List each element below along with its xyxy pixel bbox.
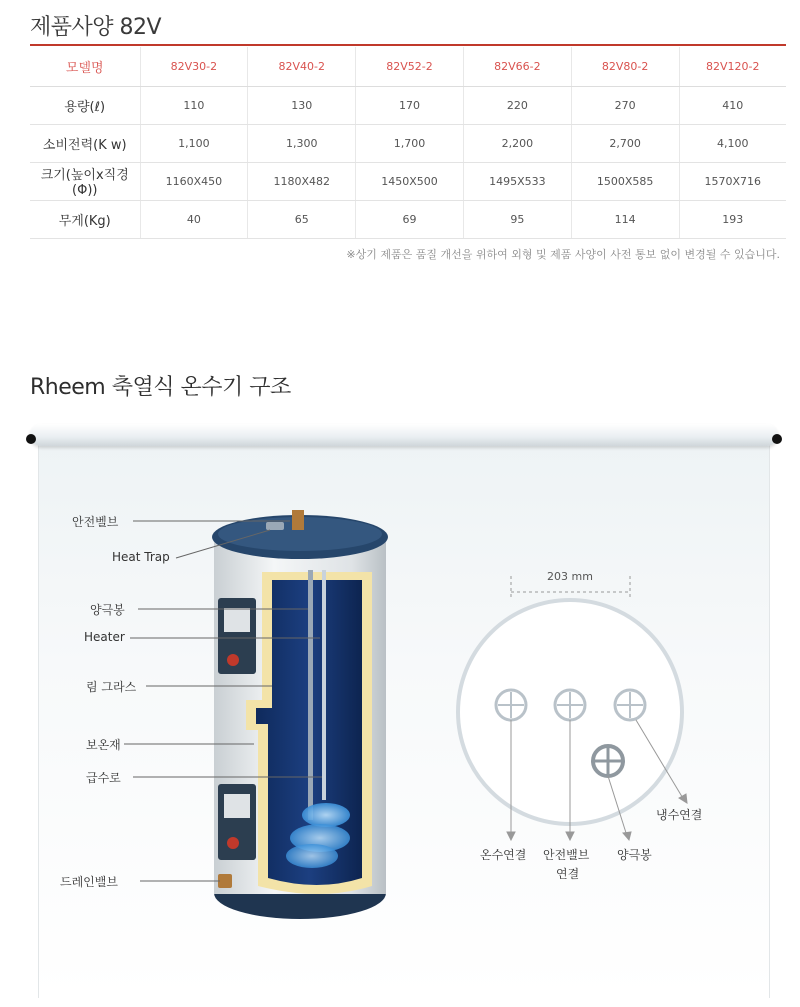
table-cell: 1180X482 bbox=[248, 162, 356, 200]
label-inlet-pipe: 급수로 bbox=[86, 771, 121, 785]
leader-arrow bbox=[507, 832, 515, 840]
label-heat-trap: Heat Trap bbox=[112, 550, 170, 564]
table-cell: 4,100 bbox=[679, 124, 786, 162]
spec-title: 제품사양 82V bbox=[30, 15, 162, 40]
cold-water-port bbox=[615, 690, 645, 720]
model-name: 82V30-2 bbox=[140, 47, 248, 86]
anode-port bbox=[593, 746, 623, 776]
row-label: 용량(ℓ) bbox=[30, 86, 140, 124]
hot-water-port bbox=[496, 690, 526, 720]
row-label: 무게(Kg) bbox=[30, 200, 140, 238]
model-name: 82V52-2 bbox=[356, 47, 464, 86]
lower-heater-terminal bbox=[227, 837, 239, 849]
model-name: 82V80-2 bbox=[571, 47, 679, 86]
heat-trap-fitting bbox=[266, 522, 284, 530]
model-name: 82V120-2 bbox=[679, 47, 786, 86]
label-hot-water-connection: 온수연결 bbox=[480, 848, 527, 862]
label-glass-lining: 림 그라스 bbox=[86, 680, 137, 694]
table-cell: 130 bbox=[248, 86, 356, 124]
row-label: 크기(높이x직경(Φ)) bbox=[30, 162, 140, 200]
model-name: 82V40-2 bbox=[248, 47, 356, 86]
upper-thermostat bbox=[224, 608, 250, 632]
table-cell: 114 bbox=[571, 200, 679, 238]
table-cell: 220 bbox=[463, 86, 571, 124]
label-dimension: 203 mm bbox=[547, 570, 593, 583]
label-safety-valve-connection: 안전밸브 bbox=[543, 848, 590, 862]
table-cell: 65 bbox=[248, 200, 356, 238]
table-cell: 2,700 bbox=[571, 124, 679, 162]
table-cell: 1160X450 bbox=[140, 162, 248, 200]
table-cell: 1495X533 bbox=[463, 162, 571, 200]
table-cell: 69 bbox=[356, 200, 464, 238]
spec-note: ※상기 제품은 품질 개선을 위하여 외형 및 제품 사양이 사전 통보 없이 변경될 수 있습니다. bbox=[346, 248, 780, 261]
model-name: 82V66-2 bbox=[463, 47, 571, 86]
label-safety-valve: 안전벨브 bbox=[72, 515, 119, 529]
upper-heater-terminal bbox=[227, 654, 239, 666]
table-cell: 110 bbox=[140, 86, 248, 124]
table-cell: 170 bbox=[356, 86, 464, 124]
top-view bbox=[458, 576, 687, 840]
label-safety-valve-connection-2: 연결 bbox=[556, 867, 580, 881]
anode-rod bbox=[308, 570, 313, 820]
table-cell: 1450X500 bbox=[356, 162, 464, 200]
model-header-label: 모델명 bbox=[30, 47, 140, 86]
table-cell: 40 bbox=[140, 200, 248, 238]
table-cell: 1570X716 bbox=[679, 162, 786, 200]
row-label: 소비전력(K w) bbox=[30, 124, 140, 162]
heater-coil bbox=[302, 803, 350, 827]
safety-valve-fitting bbox=[292, 510, 304, 530]
label-cold-water-connection: 냉수연결 bbox=[656, 808, 703, 822]
safety-valve-port bbox=[555, 690, 585, 720]
table-cell: 2,200 bbox=[463, 124, 571, 162]
label-anode: 양극봉 bbox=[90, 603, 125, 617]
table-cell: 193 bbox=[679, 200, 786, 238]
table-cell: 1,700 bbox=[356, 124, 464, 162]
leader-arrow bbox=[623, 832, 631, 840]
table-cell: 270 bbox=[571, 86, 679, 124]
leader-arrow bbox=[679, 794, 687, 803]
table-cell: 95 bbox=[463, 200, 571, 238]
structure-title: Rheem 축열식 온수기 구조 bbox=[30, 375, 291, 400]
label-drain-valve: 드레인밸브 bbox=[60, 875, 118, 889]
heater-coil bbox=[286, 844, 338, 868]
drain-valve-fitting bbox=[218, 874, 232, 888]
label-insulation: 보온재 bbox=[86, 738, 121, 752]
table-cell: 410 bbox=[679, 86, 786, 124]
table-cell: 1,100 bbox=[140, 124, 248, 162]
leader-arrow bbox=[566, 832, 574, 840]
label-heater: Heater bbox=[84, 630, 125, 644]
label-anode-port: 양극봉 bbox=[617, 848, 652, 862]
tank-body bbox=[212, 510, 388, 919]
table-cell: 1500X585 bbox=[571, 162, 679, 200]
inlet-tube bbox=[322, 570, 326, 800]
lower-thermostat bbox=[224, 794, 250, 818]
table-cell: 1,300 bbox=[248, 124, 356, 162]
